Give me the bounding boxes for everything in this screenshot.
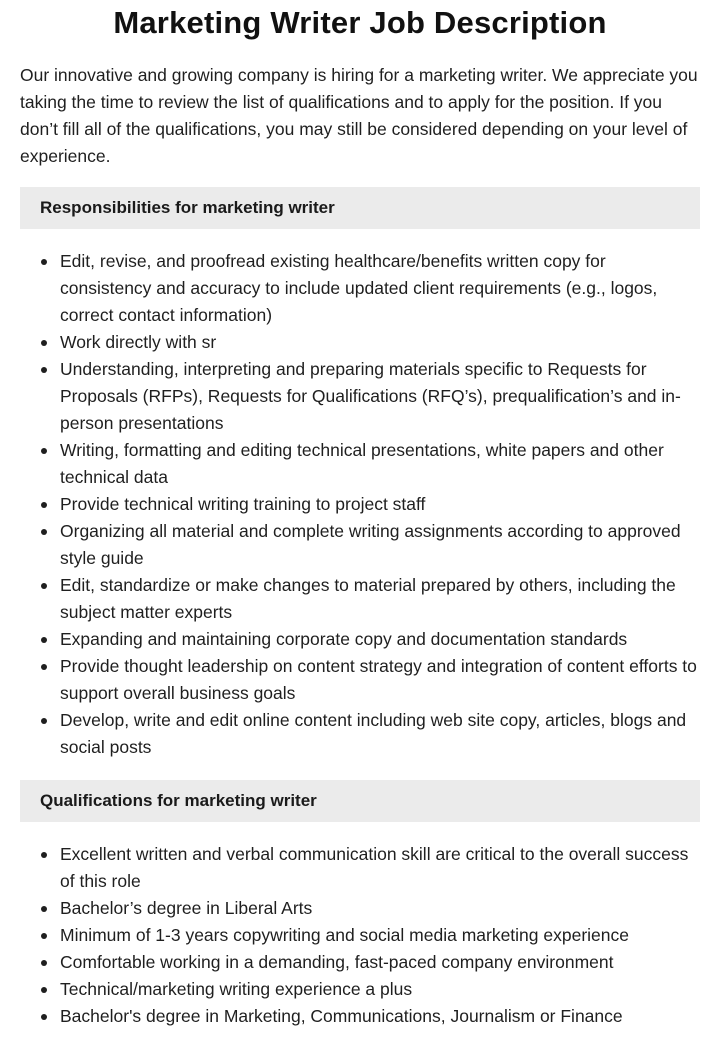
bullet-icon [41,718,47,724]
list-item [20,1003,700,1030]
list-item-text: Edit, revise, and proofread existing healthcare/benefits written copy for consistency and accuracy to include updated client requirements (e.g., logos, correct contact information) [60,251,658,325]
list-item [20,437,700,491]
list-item-text: Organizing all material and complete writing assignments according to approved style guide [60,521,681,568]
list-item-text: Bachelor’s degree in Liberal Arts [60,898,313,918]
list-item [20,895,700,922]
list-item [20,922,700,949]
list-item [20,626,700,653]
list-item-text: Excellent written and verbal communication skill are critical to the overall success of this role [60,844,689,891]
responsibilities-list [20,248,700,761]
bullet-icon [41,529,47,535]
list-item-text: Understanding, interpreting and preparing materials specific to Requests for Proposals (RFPs), Requests for Qualifications (RFQ’s), prequalification’s and in-person presentations [60,359,681,433]
bullet-icon [41,583,47,589]
list-item-text: Technical/marketing writing experience a plus [60,979,413,999]
list-item-text: Comfortable working in a demanding, fast-paced company environment [60,952,614,972]
list-item-text: Work directly with sr [60,332,217,352]
list-item-text: Develop, write and edit online content including web site copy, articles, blogs and social posts [60,710,687,757]
list-item-text: Expanding and maintaining corporate copy and documentation standards [60,629,628,649]
bullet-icon [41,340,47,346]
bullet-icon [41,259,47,265]
list-item [20,248,700,329]
bullet-icon [41,637,47,643]
page-title: Marketing Writer Job Description [113,5,607,40]
list-item-text: Provide thought leadership on content strategy and integration of content efforts to support overall business goals [60,656,697,703]
list-item [20,518,700,572]
list-item [20,976,700,1003]
intro-paragraph: Our innovative and growing company is hiring for a marketing writer. We appreciate you taking the time to review the list of qualifications and to apply for the position. If you don’t fill all of the qualifications, you may still be considered depending on your level of experience. [20,65,698,166]
list-item [20,653,700,707]
qualifications-list [20,841,700,1030]
bullet-icon [41,1014,47,1020]
bullet-icon [41,502,47,508]
responsibilities-heading: Responsibilities for marketing writer [20,187,700,229]
list-item-text: Edit, standardize or make changes to material prepared by others, including the subject matter experts [60,575,676,622]
list-item-text: Minimum of 1-3 years copywriting and social media marketing experience [60,925,629,945]
list-item [20,329,700,356]
bullet-icon [41,664,47,670]
bullet-icon [41,960,47,966]
list-item [20,949,700,976]
bullet-icon [41,367,47,373]
list-item [20,841,700,895]
list-item-text: Bachelor's degree in Marketing, Communications, Journalism or Finance [60,1006,623,1026]
bullet-icon [41,852,47,858]
list-item-text: Provide technical writing training to project staff [60,494,426,514]
list-item [20,491,700,518]
bullet-icon [41,448,47,454]
list-item [20,707,700,761]
list-item [20,572,700,626]
qualifications-heading: Qualifications for marketing writer [20,780,700,822]
bullet-icon [41,987,47,993]
bullet-icon [41,933,47,939]
bullet-icon [41,906,47,912]
list-item-text: Writing, formatting and editing technical presentations, white papers and other technical data [60,440,664,487]
list-item [20,356,700,437]
